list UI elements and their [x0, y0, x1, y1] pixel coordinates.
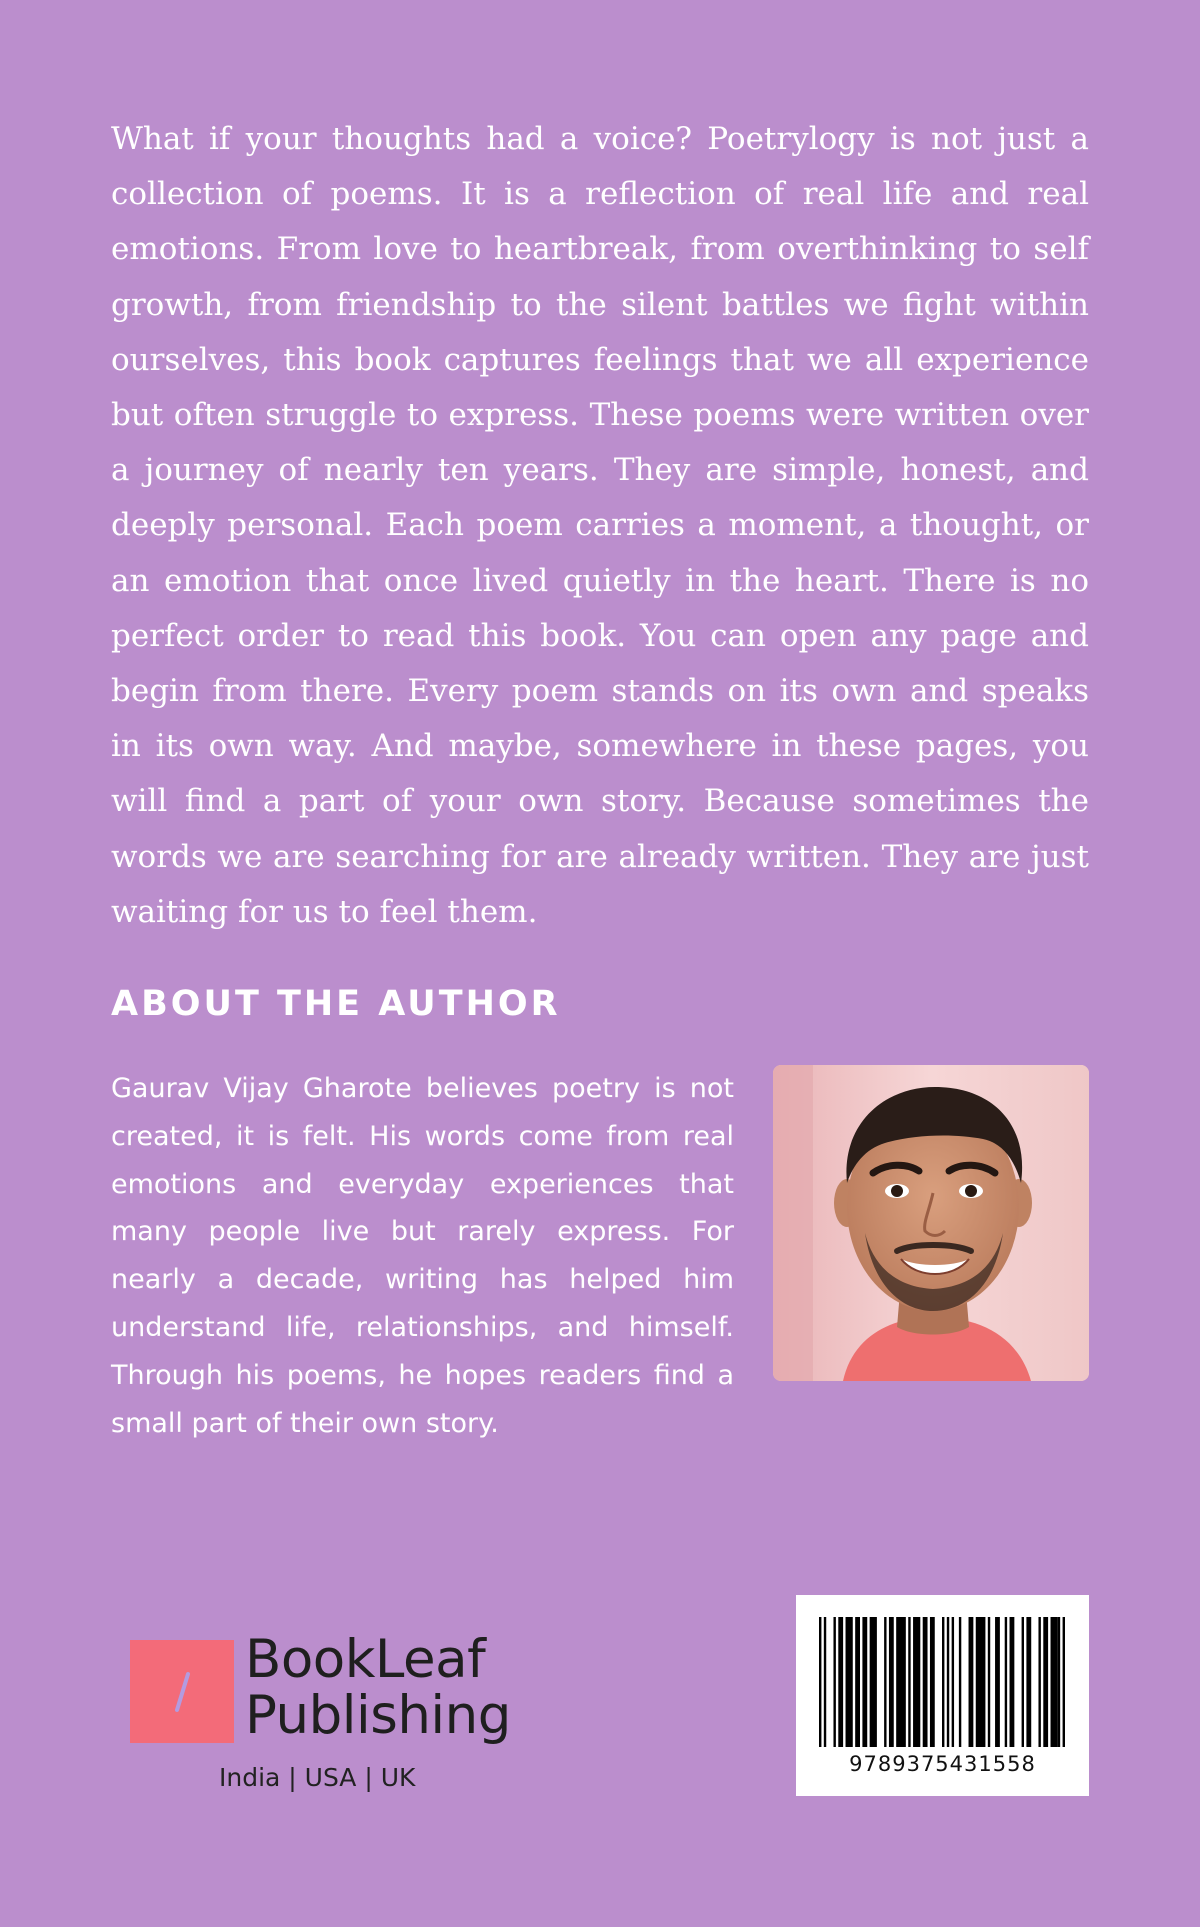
barcode-bar: [995, 1617, 1000, 1747]
barcode-bar: [838, 1617, 843, 1747]
barcode-bar: [976, 1617, 986, 1747]
barcode-bar: [870, 1617, 877, 1747]
barcode-bar: [1005, 1617, 1007, 1747]
barcode-bar: [889, 1617, 894, 1747]
about-author-heading: ABOUT THE AUTHOR: [111, 984, 561, 1024]
barcode-bar: [952, 1617, 954, 1747]
barcode-bar: [947, 1617, 949, 1747]
barcode-bar: [1051, 1617, 1058, 1747]
barcode-bar: [1026, 1617, 1031, 1747]
barcode-bar: [923, 1617, 928, 1747]
publisher-logo-mark: [130, 1640, 234, 1743]
barcode-bar: [833, 1617, 835, 1747]
barcode-bar: [884, 1617, 886, 1747]
barcode-bar: [930, 1617, 935, 1747]
barcode-bar: [1038, 1617, 1040, 1747]
author-photo: [773, 1065, 1089, 1381]
barcode-bar: [855, 1617, 860, 1747]
barcode-bar: [824, 1617, 826, 1747]
barcode-bar: [969, 1617, 974, 1747]
publisher-name: [245, 1629, 511, 1746]
isbn-barcode: [796, 1595, 1089, 1796]
leaf-slash-icon: [130, 1640, 234, 1743]
author-portrait-image: [773, 1065, 1089, 1381]
back-cover-blurb: What if your thoughts had a voice? Poetrylogy is not just a collection of poems. It is a reflection of real life and real emotions. From love to heartbreak, from overthinking to self growth, from friendship to the silent battles we fight within ourselves, this book captures feelings that we all experience but often struggle to express. These poems were written over a journey of nearly ten years. They are simple, honest, and deeply personal. Each poem carries a moment, a thought, or an emotion that once lived quietly in the heart. There is no perfect order to read this book. You can open any page and begin from there. Every poem stands on its own and speaks in its own way. And maybe, somewhere in these pages, you will find a part of your own story. Because sometimes the words we are searching for are already written. They are just waiting for us to feel them.: [111, 121, 1089, 930]
barcode-bar: [819, 1617, 821, 1747]
isbn-number: 9789375431558: [849, 1752, 1036, 1776]
barcode-bar: [959, 1617, 961, 1747]
barcode-bar: [1010, 1617, 1015, 1747]
barcode-bar: [1063, 1617, 1065, 1747]
barcode-bar: [942, 1617, 944, 1747]
barcode-bar: [846, 1617, 853, 1747]
publisher-name-line2: Publishing: [245, 1685, 511, 1746]
publisher-regions: India | USA | UK: [219, 1763, 416, 1792]
barcode-bar: [862, 1617, 867, 1747]
publisher-name-line1: BookLeaf: [245, 1629, 486, 1690]
barcode-bar: [1022, 1617, 1024, 1747]
barcode-bar: [1058, 1617, 1060, 1747]
barcode-bar: [988, 1617, 990, 1747]
author-bio: Gaurav Vijay Gharote believes poetry is not created, it is felt. His words come from real emotions and everyday experiences that many people live but rarely express. For nearly a decade, writing has helped him understand life, relationships, and himself. Through his poems, he hopes readers find a small part of their own story.: [111, 1073, 734, 1439]
barcode-bar: [908, 1617, 910, 1747]
barcode-bars: [819, 1617, 1065, 1747]
barcode-bar: [896, 1617, 906, 1747]
barcode-bar: [913, 1617, 920, 1747]
barcode-bar: [1043, 1617, 1048, 1747]
